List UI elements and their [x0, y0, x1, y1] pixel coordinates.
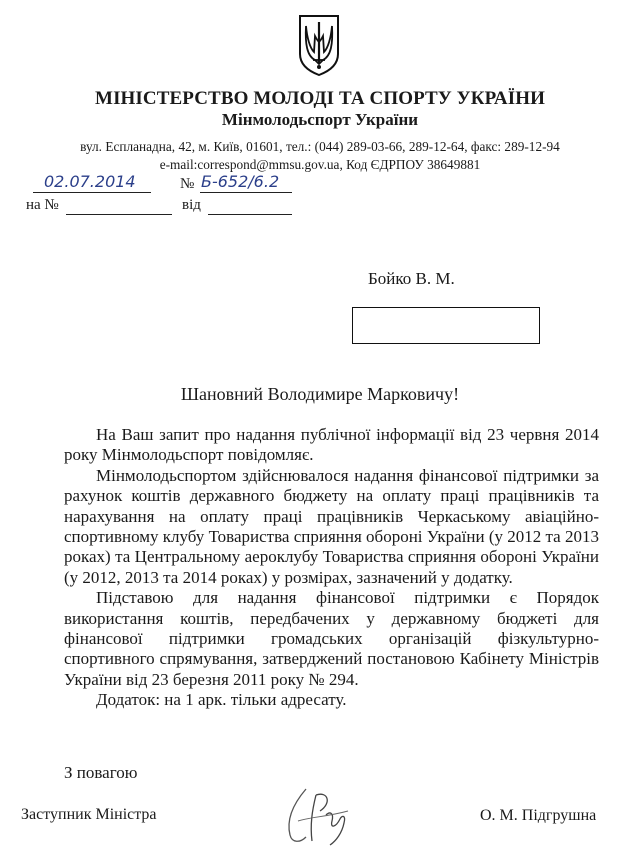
outgoing-date: 02.07.2014: [44, 172, 136, 191]
reply-number-underline: [66, 214, 172, 215]
reply-date-underline: [208, 214, 292, 215]
redacted-address-box: [352, 307, 540, 344]
trident-emblem-icon: [297, 14, 341, 76]
number-label: №: [180, 176, 195, 192]
paragraph: Підставою для надання фінансової підтримки є Порядок використання коштів, передбачених у державному бюджеті для фінансової підтримки громадських організацій фізкультурно-спортивного спрямування, затверджений постановою Кабінету Міністрів України від 23 березня 2011 року № 294.: [64, 588, 599, 689]
paragraph: Мінмолодьспортом здійснювалося надання фінансової підтримки за рахунок коштів державного бюджету на оплату праці працівників та нарахування на оплату праці працівників Черкаському авіаційно-спортивному клубу Товариства сприяння обороні України (у 2012 та 2013 роках) та Центральному аероклубу Товариства сприяння обороні України (у 2012, 2013 та 2014 роках) у розмірах, зазначений у додатку.: [64, 465, 599, 587]
from-label: від: [182, 197, 201, 213]
signer-name: О. М. Підгрушна: [480, 807, 597, 824]
handwritten-signature-icon: [276, 781, 360, 849]
outgoing-number: Б-652/6.2: [201, 172, 280, 191]
ministry-contacts: e-mail:correspond@mmsu.gov.ua, Код ЄДРПОУ 38649881: [159, 157, 481, 172]
ministry-address: вул. Еспланадна, 42, м. Київ, 01601, тел.: (044) 289-03-66, 289-12-64, факс: 289-12-94: [80, 139, 560, 154]
ministry-short-name: Мінмолодьспорт України: [221, 110, 419, 129]
reply-to-label: на №: [26, 197, 59, 213]
salutation: Шановний Володимире Марковичу!: [180, 384, 460, 404]
ministry-name: МІНІСТЕРСТВО МОЛОДІ ТА СПОРТУ УКРАЇНИ: [95, 88, 545, 109]
recipient-name: Бойко В. М.: [368, 269, 455, 288]
number-underline: [200, 192, 292, 193]
letter-body: [64, 425, 599, 711]
closing: З повагою: [64, 763, 138, 782]
signer-role: Заступник Міністра: [21, 806, 157, 823]
date-underline: [33, 192, 151, 193]
paragraph: На Ваш запит про надання публічної інформації від 23 червня 2014 року Мінмолодьспорт повідомляє.: [64, 425, 599, 465]
attachment-note: Додаток: на 1 арк. тільки адресату.: [96, 690, 347, 710]
